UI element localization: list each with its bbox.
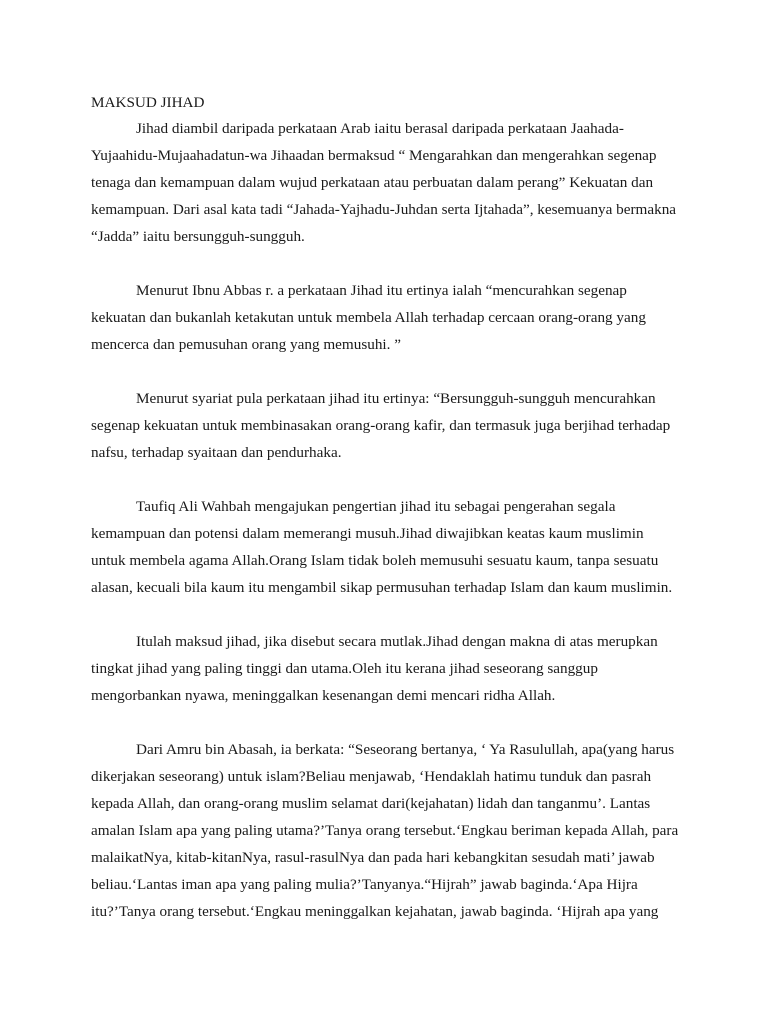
paragraph-maksud-mutlak: Itulah maksud jihad, jika disebut secara mutlak.Jihad dengan makna di atas merupkan tingkat jihad yang paling tinggi dan utama.Oleh itu kerana jihad seseorang sanggup mengorbankan nyawa, meninggalkan kesenangan demi mencari ridha Allah.	[91, 633, 658, 704]
paragraph-amru-bin-abasah: Dari Amru bin Abasah, ia berkata: “Seseorang bertanya, ‘ Ya Rasulullah, apa(yang harus dikerjakan seseorang) untuk islam?Beliau menjawab, ‘Hendaklah hatimu tunduk dan pasrah kepada Allah, dan orang-orang muslim selamat dari(kejahatan) lidah dan tanganmu’. Lantas amalan Islam apa yang paling utama?’Tanya orang tersebut.‘Engkau beriman kepada Allah, para malaikatNya, kitab-kitanNya, rasul-rasulNya dan pada hari kebangkitan sesudah mati’ jawab beliau.‘Lantas iman apa yang paling mulia?’Tanyanya.“Hijrah” jawab baginda.‘Apa Hijra itu?’Tanya orang tersebut.‘Engkau meninggalkan kejahatan, jawab baginda. ‘Hijrah apa yang	[91, 741, 679, 920]
document-title: MAKSUD JIHAD	[91, 94, 205, 111]
document-body	[91, 90, 681, 925]
paragraph-definition: Jihad diambil daripada perkataan Arab iaitu berasal daripada perkataan Jaahada-Yujaahidu-Mujaahadatun-wa Jihaadan bermaksud “ Mengarahkan dan mengerahkan segenap tenaga dan kemampuan dalam wujud perkataan atau perbuatan dalam perang” Kekuatan dan kemampuan. Dari asal kata tadi “Jahada-Yajhadu-Juhdan serta Ijtahada”, kesemuanya bermakna “Jadda” iaitu bersungguh-sungguh.	[91, 120, 677, 245]
paragraph-taufiq-ali-wahbah: Taufiq Ali Wahbah mengajukan pengertian jihad itu sebagai pengerahan segala kemampuan dan potensi dalam memerangi musuh.Jihad diwajibkan keatas kaum muslimin untuk membela agama Allah.Orang Islam tidak boleh memusuhi sesuatu kaum, tanpa sesuatu alasan, kecuali bila kaum itu mengambil sikap permusuhan terhadap Islam dan kaum muslimin.	[91, 498, 673, 596]
paragraph-syariat: Menurut syariat pula perkataan jihad itu ertinya: “Bersungguh-sungguh mencurahkan segenap kekuatan untuk membinasakan orang-orang kafir, dan termasuk juga berjihad terhadap nafsu, terhadap syaitaan dan pendurhaka.	[91, 390, 671, 461]
paragraph-ibnu-abbas: Menurut Ibnu Abbas r. a perkataan Jihad itu ertinya ialah “mencurahkan segenap kekuatan dan bukanlah ketakutan untuk membela Allah terhadap cercaan orang-orang yang mencerca dan pemusuhan orang yang memusuhi. ”	[91, 282, 646, 353]
